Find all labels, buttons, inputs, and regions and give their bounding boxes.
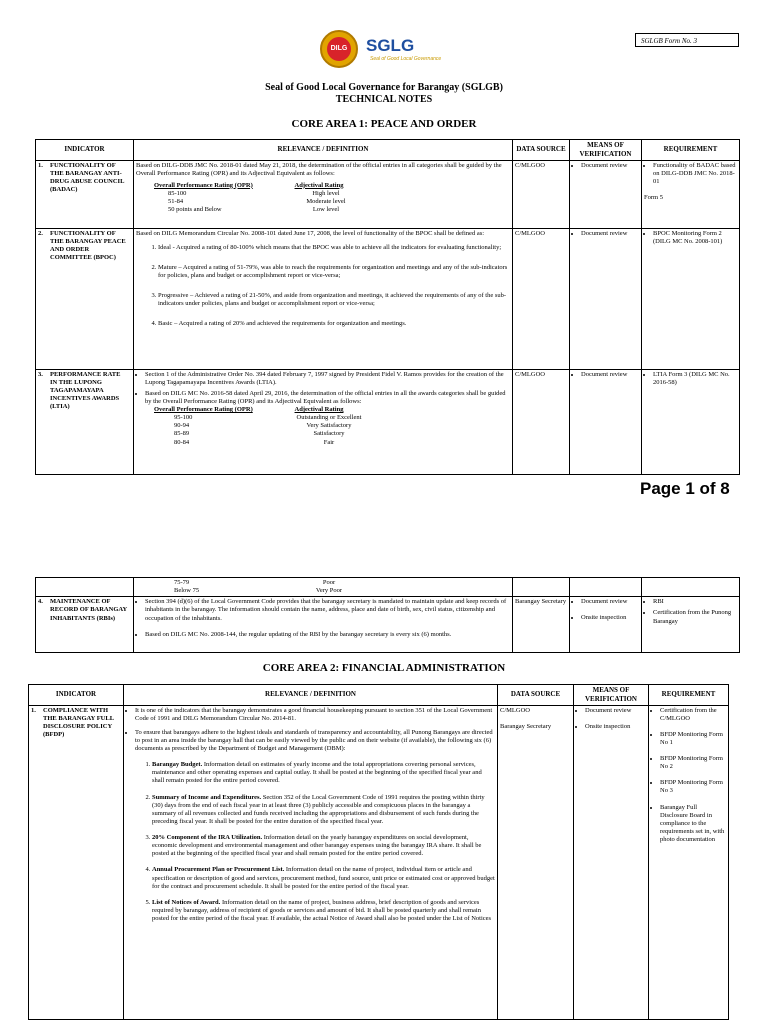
col-header-data-source: DATA SOURCE — [513, 140, 570, 161]
core-area-1-table — [35, 139, 740, 475]
col-header-means: MEANS OF VERIFICATION — [570, 140, 642, 161]
sglg-logo-tagline: Seal of Good Local Governance — [370, 56, 442, 62]
relevance-cell — [134, 578, 513, 597]
relevance-cell: Based on DILG-DDB JMC No. 2018-01 dated May 21, 2018, the determination of the official entries in all categories shall be guided by the Overall Performance Rating (OPR) and its Adjectival Equivalent as follows: Overall Performance Rating (OPR) Adjectival Rating 85-100 High level 51-84 Moderate level 50 points and Below Low level — [134, 160, 513, 228]
relevance-cell: • Section 394 (d)(6) of the Local Government Code provides that the barangay secretary is mandated to maintain update and keep records of inhabitants in the barangay. The information should contain the name, address, place and date of birth, sex, civil status, citizenship and occupation of the inhabitants. • Based on DILG MC No. 2008-144, the regular updating of the RBI by the barangay secretary is every six (6) months. — [134, 597, 513, 653]
list-item: 1. Barangay Budget. Information detail on estimates of yearly income and the total appropriations covering personal services, maintenance and other operating expenses and capital outlay. It shall be posted at the beginning of the specified fiscal year and shall remain posted for the entire period covered. — [152, 761, 495, 785]
dilg-logo-text: DILG — [327, 37, 351, 61]
requirement-cell: • RBI • Certification from the Punong Barangay — [642, 597, 740, 653]
indicator-cell: 1. COMPLIANCE WITH THE BARANGAY FULL DISCLOSURE POLICY (BFDP) — [29, 705, 124, 1019]
data-source-cell: C/MLGOO Barangay Secretary — [498, 705, 574, 1019]
table-row — [36, 160, 740, 228]
form-number-box: SGLGB Form No. 3 — [635, 33, 739, 47]
indicator-cell: 3. PERFORMANCE RATE IN THE LUPONG TAGAPAMAYAPA INCENTIVES AWARDS (LTIA) — [36, 369, 134, 474]
data-source-cell: C/MLGOO — [513, 228, 570, 369]
relevance-cell: • It is one of the indicators that the barangay demonstrates a good financial housekeeping pursuant to section 351 of the Local Government Code of 1991 and DILG Memorandum Circular No. 2014-81. • To ensure that barangays adhere to the highest ideals and standards of transparency and accountability, all Punong Barangays are directed to post in an area inside the barangay hall that can be easily viewed by the public and on their website (if available), the following six (6) documents as prescribed by the Department of Budget and Management (DBM): 1. Barangay Budget. Information detail on estimates of yearly income and the total appropriations covering personal services, maintenance and other operating expenses and capital outlay. It shall be posted at the beginning of the specified fiscal year and shall remain posted for the entire period covered. 2. Summary of Income and Expenditures. Section 352 of the Local Government Code of 1991 requires the posting within thirty (30) days from the end of each fiscal year in at least three (3) publicly accessible and conspicuous places in the barangay a summary of all revenues collected and funds received including the appropriations and disbursement of such funds during the preceding fiscal year. It shall be posted for the entire duration of the specified fiscal year. 3. 20% Component of the IRA Utilization. Information detail on the yearly barangay expenditures on social development, economic development and environmental management and other barangay expenses using the barangay IRA share. It shall be posted at the beginning of the specified fiscal year and shall remain posted for the entire period covered. 4. Annual Procurement Plan or Procurement List. Information detail on the name of project, individual item or article and specification or description of good and services, procurement method, fund source, unit price or estimated cost or approved budget for the contract and procurement schedule. It shall be posted for the entire period of the fiscal year. 5. List of Notices of Award. Information detail on the name of project, business address, brief description of goods and services required by barangay, address of recipient of goods or services and amount of bid. It shall be posted quarterly and shall remain posted for the entire period of the fiscal year. If available, the actual Notice of Award shall also be posted under the List of Notices — [124, 705, 498, 1019]
col-header-means: MEANS OF VERIFICATION — [574, 685, 649, 706]
sglg-logo: SGLG — [366, 36, 415, 55]
rating-table: Overall Performance Rating (OPR) Adjectival Rating 95-100 Outstanding or Excellent 90-94 Very Satisfactory 85-89 Satisfactory 80-84 Fair — [154, 406, 362, 446]
col-header-requirement: REQUIREMENT — [649, 685, 729, 706]
table-row — [36, 369, 740, 474]
list-item: 5. List of Notices of Award. Information detail on the name of project, business address, brief description of goods and services required by barangay, address of recipient of goods or services and amount of bid. It shall be posted quarterly and shall remain posted for the entire period of the fiscal year. If available, the actual Notice of Award shall also be posted under the List of Notices — [152, 899, 495, 923]
list-item: 3. 20% Component of the IRA Utilization. Information detail on the yearly barangay expenditures on social development, economic development and environmental management and other barangay expenses using the barangay IRA share. It shall be posted at the beginning of the specified fiscal year and shall remain posted for the entire period covered. — [152, 834, 495, 858]
indicator-cell: 4. MAINTENANCE OF RECORD OF BARANGAY INHABITANTS (RBIs) — [36, 597, 134, 653]
requirement-cell: • BPOC Monitoring Form 2 (DILG MC No. 2008-101) — [642, 228, 740, 369]
means-cell: • Document review • Onsite inspection — [574, 705, 649, 1019]
table-header-row — [29, 685, 729, 706]
col-header-indicator: INDICATOR — [36, 140, 134, 161]
means-cell: • Document review • Onsite inspection — [570, 597, 642, 653]
table-row — [36, 597, 740, 653]
indicator-cell: 2. FUNCTIONALITY OF THE BARANGAY PEACE AND ORDER COMMITTEE (BPOC) — [36, 228, 134, 369]
table-row — [36, 578, 740, 597]
col-header-indicator: INDICATOR — [29, 685, 124, 706]
document-title: Seal of Good Local Governance for Barangay (SGLGB) — [265, 82, 503, 93]
data-source-cell: Barangay Secretary — [513, 597, 570, 653]
indicator-cell: 1. FUNCTIONALITY OF THE BARANGAY ANTI-DRUG ABUSE COUNCIL (BADAC) — [36, 160, 134, 228]
table-row — [29, 705, 729, 1019]
requirement-cell: • Certification from the C/MLGOO • BFDP Monitoring Form No 1 • BFDP Monitoring Form No 2 • BFDP Monitoring Form No 3 • Barangay Full Disclosure Board in compliance to the requirements set in, with photo documentation — [649, 705, 729, 1019]
means-cell: • Document review — [570, 369, 642, 474]
requirement-cell: • LTIA Form 3 (DILG MC No. 2016-58) — [642, 369, 740, 474]
data-source-cell: C/MLGOO — [513, 160, 570, 228]
requirement-cell: • Functionality of BADAC based on DILG-DDB JMC No. 2018-01 Form 5 — [642, 160, 740, 228]
core-area-2-title: CORE AREA 2: FINANCIAL ADMINISTRATION — [262, 662, 506, 674]
col-header-relevance: RELEVANCE / DEFINITION — [134, 140, 513, 161]
document-subtitle: TECHNICAL NOTES — [335, 94, 433, 105]
core-area-1-title: CORE AREA 1: PEACE AND ORDER — [291, 118, 477, 130]
core-area-2-table — [28, 684, 729, 1020]
col-header-data-source: DATA SOURCE — [498, 685, 574, 706]
relevance-cell: • Section 1 of the Administrative Order No. 394 dated February 7, 1997 signed by President Fidel V. Ramos provides for the creation of the Lupong Tagapamayapa Incentives Awards (LTIA). • Based on DILG MC No. 2016-58 dated April 29, 2016, the determination of the official entries in all the awards categories shall be guided by the Overall Performance Rating (OPR) and its Adjectival Equivalent as follows: Overall Performance Rating (OPR) Adjectival Rating 95-100 Outstanding or Excellent 90-94 Very Satisfactory 85-89 Satisfactory 80-84 Fair — [134, 369, 513, 474]
relevance-cell: Based on DILG Memorandum Circular No. 2008-101 dated June 17, 2008, the level of functionality of the BPOC shall be defined as: 1. Ideal - Acquired a rating of 80-100% which means that the BPOC was able to achieve all the indicators for evaluating functionality; 2. Mature – Acquired a rating of 51-79%, was able to reach the requirements for organization and meetings and any of the sub-indicators for policies, plans and budget or accomplishment report or vice-versa; 3. Progressive – Achieved a rating of 21-50%, and aside from organization and meetings, it achieved the requirements of any of the sub-indicators under policies, plans and budget or accomplishment report or vice-versa; 4. Basic – Acquired a rating of 20% and achieved the requirements for organization and meetings. — [134, 228, 513, 369]
col-header-requirement: REQUIREMENT — [642, 140, 740, 161]
dilg-seal-logo — [320, 30, 358, 68]
means-cell: • Document review — [570, 160, 642, 228]
rating-table: 75-79 Poor Below 75 Very Poor — [174, 579, 343, 595]
page-number: Page 1 of 8 — [640, 479, 730, 498]
col-header-relevance: RELEVANCE / DEFINITION — [124, 685, 498, 706]
table-row — [36, 228, 740, 369]
means-cell: • Document review — [570, 228, 642, 369]
data-source-cell: C/MLGOO — [513, 369, 570, 474]
list-item: 4. Annual Procurement Plan or Procurement List. Information detail on the name of project, individual item or article and specification or description of good and services, procurement method, fund source, unit price or estimated cost or approved budget for the contract and procurement schedule. It shall be posted for the entire period of the fiscal year. — [152, 866, 495, 890]
rating-table: Overall Performance Rating (OPR) Adjectival Rating 85-100 High level 51-84 Moderate level 50 points and Below Low level — [154, 181, 346, 214]
core-area-1-continued-table — [35, 577, 740, 653]
list-item: 2. Summary of Income and Expenditures. Section 352 of the Local Government Code of 1991 requires the posting within thirty (30) days from the end of each fiscal year in at least three (3) publicly accessible and conspicuous places in the barangay a summary of all revenues collected and funds received including the appropriations and disbursement of such funds during the preceding fiscal year. It shall be posted for the entire duration of the specified fiscal year. — [152, 794, 495, 827]
table-header-row — [36, 140, 740, 161]
